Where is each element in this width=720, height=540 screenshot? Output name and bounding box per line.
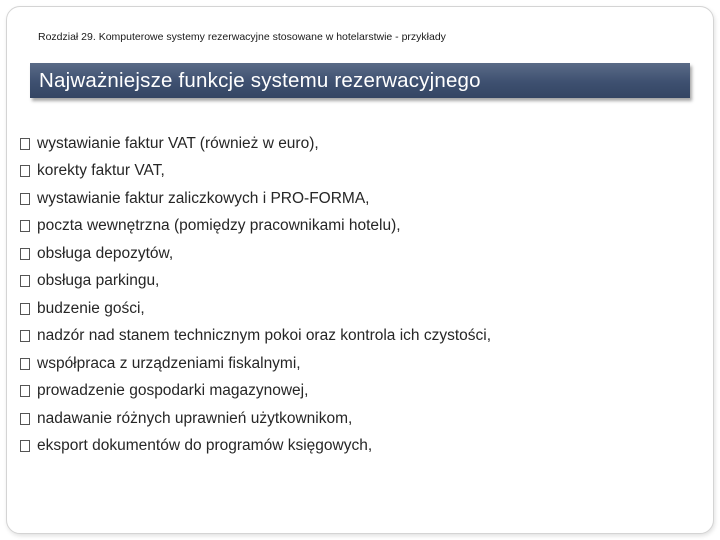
list-item: [20, 130, 491, 158]
list-item-text: wystawianie faktur zaliczkowych i PRO-FORMA,: [37, 189, 370, 207]
empty-square-icon: [20, 193, 30, 205]
empty-square-icon: [20, 165, 30, 177]
empty-square-icon: [20, 440, 30, 452]
list-item: [20, 185, 491, 213]
list-item: [20, 295, 491, 323]
empty-square-icon: [20, 358, 30, 370]
list-item: [20, 323, 491, 351]
empty-square-icon: [20, 303, 30, 315]
list-item-text: wystawianie faktur VAT (również w euro),: [37, 134, 319, 152]
list-item: [20, 378, 491, 406]
empty-square-icon: [20, 220, 30, 232]
empty-square-icon: [20, 385, 30, 397]
bullet-list: [20, 130, 491, 460]
empty-square-icon: [20, 413, 30, 425]
list-item: [20, 213, 491, 241]
list-item-text: budzenie gości,: [37, 299, 145, 317]
list-item: [20, 158, 491, 186]
empty-square-icon: [20, 248, 30, 260]
title-bar: [30, 63, 690, 98]
list-item: [20, 240, 491, 268]
list-item-text: nadawanie różnych uprawnień użytkownikom,: [37, 409, 353, 427]
list-item: [20, 268, 491, 296]
list-item-text: obsługa depozytów,: [37, 244, 174, 262]
chapter-header: Rozdział 29. Komputerowe systemy rezerwacyjne stosowane w hotelarstwie - przykłady: [38, 31, 446, 43]
list-item: [20, 433, 491, 461]
list-item-text: obsługa parkingu,: [37, 272, 160, 290]
empty-square-icon: [20, 138, 30, 150]
list-item: [20, 405, 491, 433]
slide-title: Najważniejsze funkcje systemu rezerwacyjnego: [39, 69, 481, 92]
list-item: [20, 350, 491, 378]
list-item-text: eksport dokumentów do programów księgowych,: [37, 437, 373, 455]
empty-square-icon: [20, 330, 30, 342]
list-item-text: korekty faktur VAT,: [37, 162, 165, 180]
list-item-text: prowadzenie gospodarki magazynowej,: [37, 382, 309, 400]
list-item-text: poczta wewnętrzna (pomiędzy pracownikami hotelu),: [37, 217, 401, 235]
list-item-text: współpraca z urządzeniami fiskalnymi,: [37, 354, 301, 372]
list-item-text: nadzór nad stanem technicznym pokoi oraz kontrola ich czystości,: [37, 327, 492, 345]
empty-square-icon: [20, 275, 30, 287]
